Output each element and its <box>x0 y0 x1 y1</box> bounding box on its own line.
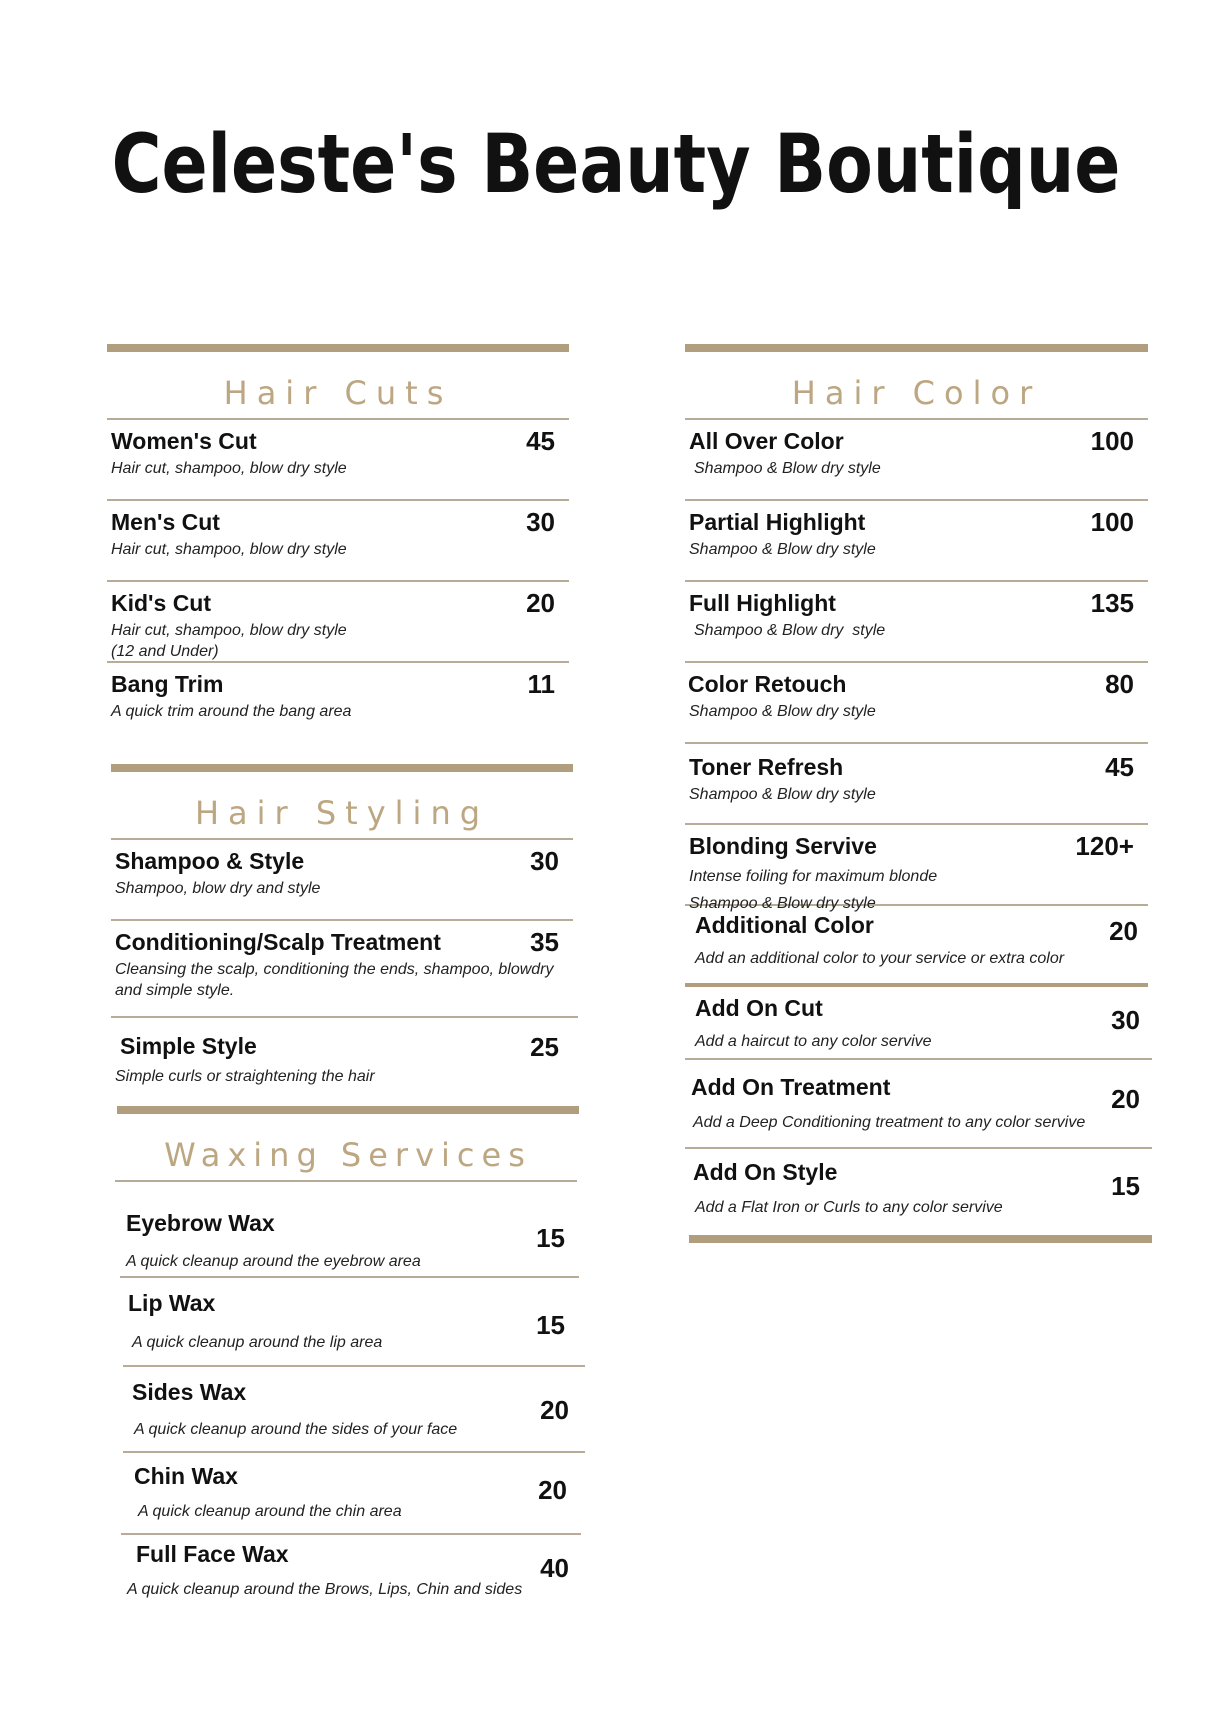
item-price: 20 <box>538 1475 567 1505</box>
item-price: 120+ <box>1075 831 1134 861</box>
item-price: 15 <box>536 1223 565 1253</box>
item-name: Lip Wax <box>128 1290 216 1316</box>
menu-item <box>685 825 1148 912</box>
item-description: Hair cut, shampoo, blow dry style <box>111 541 347 558</box>
menu-item <box>685 582 1148 661</box>
item-name: Sides Wax <box>132 1379 247 1405</box>
item-price: 15 <box>536 1310 565 1340</box>
menu-item <box>117 1535 579 1615</box>
item-description: Shampoo, blow dry and style <box>115 880 321 897</box>
item-description: Simple curls or straightening the hair <box>115 1068 375 1085</box>
menu-item <box>685 1149 1148 1235</box>
item-price: 30 <box>526 507 555 537</box>
item-description: Shampoo & Blow dry style <box>694 460 881 477</box>
menu-item <box>107 663 569 742</box>
item-description: A quick cleanup around the lip area <box>132 1334 383 1351</box>
item-name: Additional Color <box>695 912 874 938</box>
item-description <box>115 959 554 1001</box>
section-top-bar <box>685 344 1148 352</box>
item-description: A quick cleanup around the sides of your face <box>134 1421 458 1438</box>
item-price: 20 <box>540 1395 569 1425</box>
item-price: 20 <box>1109 916 1138 946</box>
item-price: 45 <box>1105 752 1134 782</box>
item-description: A quick cleanup around the chin area <box>138 1503 402 1520</box>
menu-item <box>117 1182 579 1276</box>
description-line: Hair cut, shampoo, blow dry style <box>111 622 347 639</box>
item-price: 45 <box>526 426 555 456</box>
item-description: Shampoo & Blow dry style <box>689 786 876 803</box>
item-price: 100 <box>1090 426 1134 456</box>
item-price: 25 <box>530 1032 559 1062</box>
section-bottom-bar <box>689 1235 1152 1243</box>
item-price: 35 <box>530 927 559 957</box>
description-line: Cleansing the scalp, conditioning the ends, shampoo, blowdry <box>115 961 554 978</box>
item-description: A quick cleanup around the eyebrow area <box>126 1253 421 1270</box>
item-price: 30 <box>1111 1005 1140 1035</box>
item-name: Partial Highlight <box>689 509 866 535</box>
item-name: Eyebrow Wax <box>126 1210 275 1236</box>
item-price: 20 <box>1111 1084 1140 1114</box>
section-title: Hair Styling <box>194 794 490 832</box>
menu-item <box>111 921 573 1016</box>
item-name: Full Face Wax <box>136 1541 289 1567</box>
item-price: 100 <box>1090 507 1134 537</box>
item-description: Hair cut, shampoo, blow dry style <box>111 460 347 477</box>
section-title: Hair Color <box>791 374 1042 412</box>
item-price: 11 <box>527 669 555 699</box>
hair-color-section <box>685 344 1148 1243</box>
menu-item <box>685 1060 1148 1147</box>
item-name: Simple Style <box>120 1033 257 1059</box>
item-description: Shampoo & Blow dry style <box>694 622 886 639</box>
item-name: Kid's Cut <box>111 590 212 616</box>
menu-item <box>685 906 1148 983</box>
page-title: Celeste's Beauty Boutique <box>111 118 1121 212</box>
item-name: Color Retouch <box>688 671 847 697</box>
menu-item <box>685 501 1148 580</box>
section-top-bar <box>107 344 569 352</box>
description-line: Shampoo & Blow dry style <box>689 895 876 912</box>
item-description: A quick cleanup around the Brows, Lips, Chin and sides <box>127 1581 523 1598</box>
item-description: Add an additional color to your service or extra color <box>695 950 1065 967</box>
item-description: Shampoo & Blow dry style <box>689 541 876 558</box>
description-line: (12 and Under) <box>111 643 219 660</box>
item-name: Men's Cut <box>111 509 220 535</box>
item-price: 20 <box>526 588 555 618</box>
menu-item <box>685 663 1148 742</box>
menu-item <box>117 1453 579 1533</box>
item-name: Full Highlight <box>689 590 836 616</box>
item-description: Add a Deep Conditioning treatment to any color servive <box>693 1114 1086 1131</box>
waxing-section <box>117 1106 579 1615</box>
menu-item <box>685 420 1148 499</box>
item-name: Bang Trim <box>111 671 224 697</box>
item-name: All Over Color <box>689 428 844 454</box>
item-price: 40 <box>540 1553 569 1583</box>
item-price: 80 <box>1105 669 1134 699</box>
item-price: 30 <box>530 846 559 876</box>
item-description <box>111 620 347 662</box>
item-name: Add On Cut <box>695 995 823 1021</box>
item-description: A quick trim around the bang area <box>111 703 352 720</box>
menu-item <box>107 420 569 499</box>
item-name: Women's Cut <box>111 428 257 454</box>
item-name: Chin Wax <box>134 1463 238 1489</box>
item-name: Conditioning/Scalp Treatment <box>115 929 441 955</box>
item-price: 135 <box>1090 588 1134 618</box>
hair-cuts-section <box>107 344 569 742</box>
hair-styling-section <box>111 764 573 1100</box>
item-name: Blonding Servive <box>689 833 877 859</box>
menu-item <box>107 501 569 580</box>
menu-item <box>107 582 569 661</box>
item-name: Add On Style <box>693 1159 838 1185</box>
menu-item <box>117 1278 579 1365</box>
menu-item <box>117 1367 579 1451</box>
item-name: Add On Treatment <box>691 1074 891 1100</box>
item-description: Add a Flat Iron or Curls to any color servive <box>695 1199 1003 1216</box>
section-title: Hair Cuts <box>223 374 453 412</box>
section-top-bar <box>117 1106 579 1114</box>
description-line: and simple style. <box>115 982 235 999</box>
menu-item <box>685 744 1148 823</box>
item-description: Shampoo & Blow dry style <box>689 703 876 720</box>
item-description: Add a haircut to any color servive <box>695 1033 932 1050</box>
menu-item <box>111 1018 573 1100</box>
description-line: Intense foiling for maximum blonde <box>689 868 938 885</box>
section-top-bar <box>111 764 573 772</box>
item-name: Toner Refresh <box>689 754 844 780</box>
item-name: Shampoo & Style <box>115 848 305 874</box>
menu-item <box>111 840 573 919</box>
section-title: Waxing Services <box>164 1136 532 1174</box>
menu-item <box>685 987 1148 1058</box>
item-price: 15 <box>1111 1171 1140 1201</box>
